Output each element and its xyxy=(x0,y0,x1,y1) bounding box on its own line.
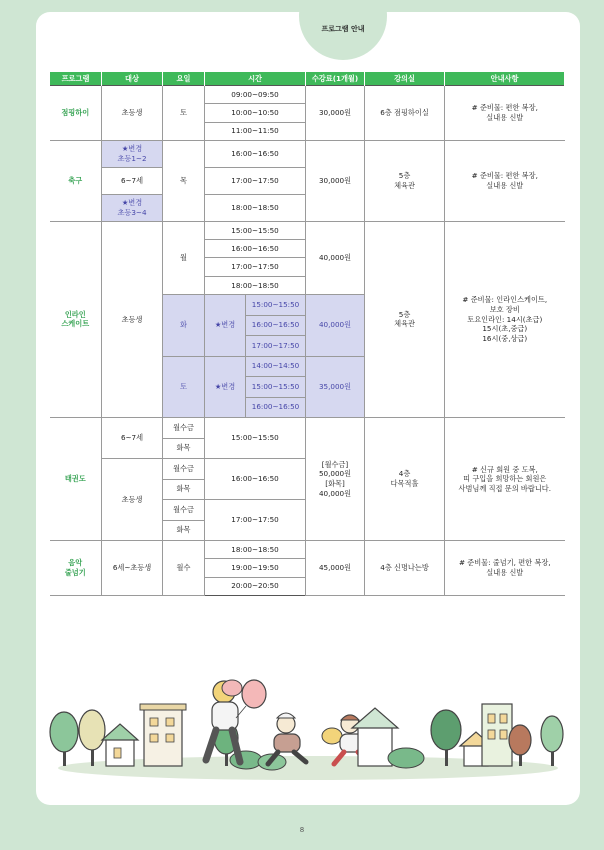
time-cell: 17:00~17:50 xyxy=(205,258,306,276)
time-cell: 16:00~16:50 xyxy=(246,315,306,336)
room-cell: 4층 신명나는방 xyxy=(365,541,445,596)
day-cell: 화 xyxy=(163,295,205,357)
time-cell: 19:00~19:50 xyxy=(205,559,306,577)
tree-icon xyxy=(79,710,105,766)
change-marker: ★변경 xyxy=(121,198,143,208)
building-icon xyxy=(482,704,512,766)
time-cell: 10:00~10:50 xyxy=(205,104,306,122)
day-cell: 화목 xyxy=(163,520,205,541)
tree-icon xyxy=(541,716,563,766)
note-line: 실내용 신발 xyxy=(486,112,524,122)
fee-line: 40,000원 xyxy=(318,488,352,498)
time-cell: 16:00~16:50 xyxy=(246,397,306,418)
program-name-taekwondo: 태권도 xyxy=(50,418,102,541)
day-cell: 토 xyxy=(163,86,205,141)
time-cell: 18:00~18:50 xyxy=(205,194,306,221)
day-cell: 목 xyxy=(163,140,205,221)
column-header-notes: 안내사항 xyxy=(445,72,565,86)
note-line: 보호 장비 xyxy=(489,304,520,314)
time-cell: 17:00~17:50 xyxy=(205,167,306,194)
town-illustration xyxy=(36,668,580,788)
day-cell: 월 xyxy=(163,221,205,294)
target-cell: 초등생 xyxy=(102,459,163,541)
day-cell: 월수금 xyxy=(163,418,205,439)
fee-line: [월수금] xyxy=(321,459,349,469)
day-cell: 월수금 xyxy=(163,500,205,521)
time-cell: 09:00~09:50 xyxy=(205,86,306,104)
column-header-target: 대상 xyxy=(102,72,163,86)
room-line: 5층 xyxy=(398,309,411,319)
time-cell: 16:00~16:50 xyxy=(205,140,306,167)
building-icon xyxy=(140,704,186,766)
table-row xyxy=(50,86,565,104)
fee-cell: 40,000원 xyxy=(306,221,365,294)
note-line: # 준비물: 인라인스케이트, xyxy=(462,295,548,305)
table-row xyxy=(50,140,565,167)
note-line: 사범님께 직접 문의 바랍니다. xyxy=(458,483,551,493)
fee-cell: 30,000원 xyxy=(306,140,365,221)
target-cell: 초등생 xyxy=(102,86,163,141)
table-header-row xyxy=(50,72,565,86)
notes-cell xyxy=(445,221,565,417)
day-cell: 월수금 xyxy=(163,459,205,480)
column-header-fee: 수강료(1개월) xyxy=(306,72,365,86)
note-line: 띠 구입을 희망하는 회원은 xyxy=(463,474,547,484)
room-line: 다목적홀 xyxy=(390,479,419,489)
bush-icon xyxy=(388,748,424,768)
note-line: 15시(초,중급) xyxy=(482,324,528,334)
note-line: 실내용 신발 xyxy=(486,568,524,578)
notes-cell xyxy=(445,541,565,596)
table-row xyxy=(50,418,565,439)
target-cell: 초등생 xyxy=(102,221,163,417)
room-cell xyxy=(365,418,445,541)
fee-cell: 35,000원 xyxy=(306,356,365,418)
change-marker: ★변경 xyxy=(205,356,246,418)
note-line: # 준비물: 편한 복장, xyxy=(471,171,538,181)
section-tab xyxy=(299,12,387,60)
note-line: 토요인라인: 14시(초급) xyxy=(467,314,543,324)
time-cell: 20:00~20:50 xyxy=(205,577,306,595)
fee-cell: 40,000원 xyxy=(306,295,365,357)
table-row xyxy=(50,221,565,239)
room-cell xyxy=(365,221,445,417)
program-name-line: 인라인 xyxy=(64,309,86,319)
column-header-room: 강의실 xyxy=(365,72,445,86)
fee-cell: 30,000원 xyxy=(306,86,365,141)
program-name-jumping: 점핑하이 xyxy=(50,86,102,141)
program-name-inline xyxy=(50,221,102,417)
time-cell: 11:00~11:50 xyxy=(205,122,306,140)
program-name-line: 음악 xyxy=(68,558,83,568)
fee-line: 50,000원 xyxy=(318,469,352,479)
time-cell: 16:00~16:50 xyxy=(205,240,306,258)
program-name-line: 스케이트 xyxy=(61,319,90,329)
day-cell: 토 xyxy=(163,356,205,418)
target-label: 초등3~4 xyxy=(117,207,147,217)
program-name-soccer: 축구 xyxy=(50,140,102,221)
column-header-time: 시간 xyxy=(205,72,306,86)
fee-line: [화목] xyxy=(325,479,345,489)
change-marker: ★변경 xyxy=(121,144,143,154)
room-cell: 6층 점핑하이실 xyxy=(365,86,445,141)
column-header-day: 요일 xyxy=(163,72,205,86)
time-cell: 15:00~15:50 xyxy=(205,221,306,239)
target-cell: 6세~초등생 xyxy=(102,541,163,596)
notes-cell xyxy=(445,86,565,141)
notes-cell xyxy=(445,140,565,221)
house-icon xyxy=(102,724,138,766)
column-header-program: 프로그램 xyxy=(50,72,102,86)
note-line: 16시(중,상급) xyxy=(482,334,528,344)
change-marker: ★변경 xyxy=(205,295,246,357)
time-cell: 18:00~18:50 xyxy=(205,276,306,294)
note-line: 실내용 신발 xyxy=(486,180,524,190)
room-line: 체육관 xyxy=(394,180,415,190)
time-cell: 15:00~15:50 xyxy=(246,377,306,398)
tree-icon xyxy=(50,712,78,766)
day-cell: 화목 xyxy=(163,438,205,459)
note-line: # 신규 회원 중 도복, xyxy=(471,464,538,474)
program-schedule-table xyxy=(49,72,565,596)
time-cell: 16:00~16:50 xyxy=(205,459,306,500)
day-cell: 월수 xyxy=(163,541,205,596)
target-cell: 6~7세 xyxy=(102,418,163,459)
tree-icon xyxy=(431,710,461,766)
table-row xyxy=(50,541,565,559)
time-cell: 15:00~15:50 xyxy=(246,295,306,316)
girl-with-balloon-icon xyxy=(206,680,266,762)
target-cell-changed xyxy=(102,194,163,221)
program-name-line: 줄넘기 xyxy=(64,568,86,578)
time-cell: 14:00~14:50 xyxy=(246,356,306,377)
note-line: # 준비물: 편한 복장, xyxy=(471,103,538,113)
room-line: 체육관 xyxy=(394,319,415,329)
program-name-jumprope xyxy=(50,541,102,596)
time-cell: 18:00~18:50 xyxy=(205,541,306,559)
day-cell: 화목 xyxy=(163,479,205,500)
time-cell: 17:00~17:50 xyxy=(246,336,306,357)
note-line: # 준비물: 줄넘기, 편한 복장, xyxy=(458,558,551,568)
notes-cell xyxy=(445,418,565,541)
target-cell-changed xyxy=(102,140,163,167)
target-cell: 6~7세 xyxy=(102,167,163,194)
room-cell xyxy=(365,140,445,221)
room-line: 5층 xyxy=(398,171,411,181)
time-cell: 15:00~15:50 xyxy=(205,418,306,459)
room-line: 4층 xyxy=(398,469,411,479)
time-cell: 17:00~17:50 xyxy=(205,500,306,541)
target-label: 초등1~2 xyxy=(117,153,147,163)
fee-cell xyxy=(306,418,365,541)
page-number: 8 xyxy=(299,826,305,834)
fee-cell: 45,000원 xyxy=(306,541,365,596)
section-tab-title: 프로그램 안내 xyxy=(321,25,365,33)
